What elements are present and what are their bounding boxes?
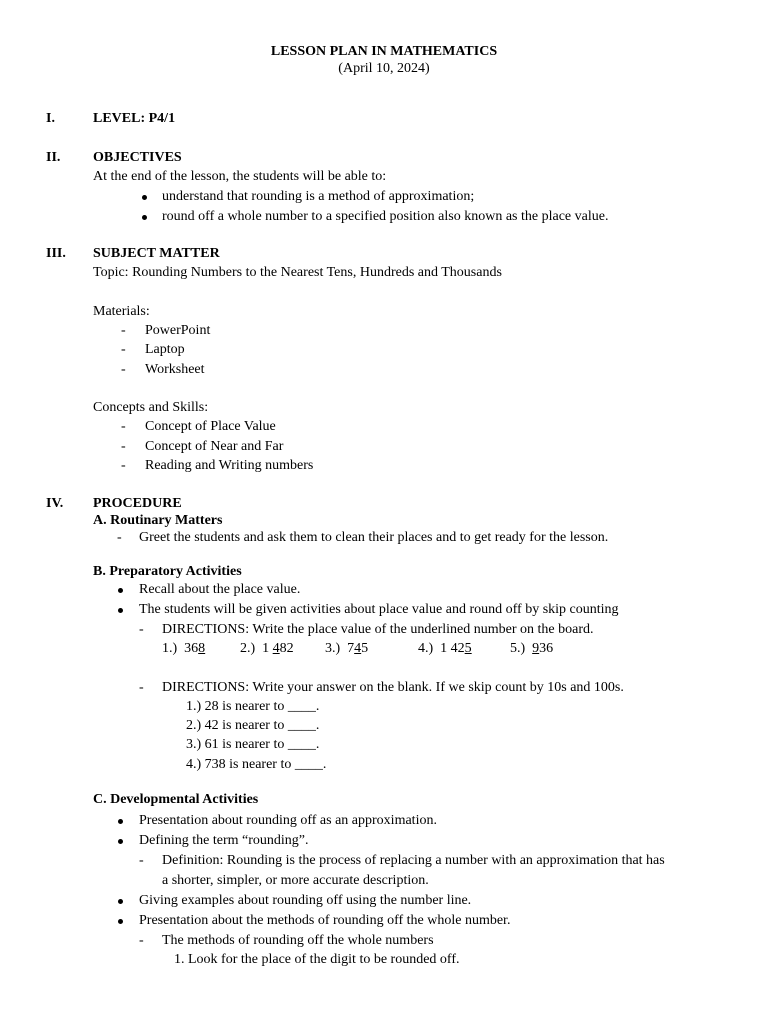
dash-icon: - — [121, 323, 126, 338]
document-date: (April 10, 2024) — [338, 61, 430, 76]
dash-icon: - — [121, 362, 126, 377]
bullet-icon — [142, 215, 147, 220]
place-value-item: 3.) 745 — [325, 641, 369, 656]
subheading-developmental: C. Developmental Activities — [93, 792, 259, 807]
skip-count-item: 4.) 738 is nearer to ____. — [186, 757, 327, 772]
place-value-item: 2.) 1 482 — [240, 641, 294, 656]
dash-icon: - — [121, 419, 126, 434]
developmental-item: Presentation about rounding off as an approximation. — [139, 813, 437, 828]
topic-line: Topic: Rounding Numbers to the Nearest Tens, Hundreds and Thousands — [93, 265, 502, 280]
section-heading-procedure: PROCEDURE — [93, 496, 182, 511]
routinary-item: Greet the students and ask them to clean their places and to get ready for the lesson. — [139, 530, 609, 545]
bullet-icon — [118, 588, 123, 593]
place-value-item: 5.) 936 — [510, 641, 554, 656]
section-heading-subject: SUBJECT MATTER — [93, 246, 220, 261]
developmental-item: Presentation about the methods of rounding off the whole number. — [139, 913, 511, 928]
materials-label: Materials: — [93, 304, 150, 319]
bullet-icon — [118, 608, 123, 613]
material-item: PowerPoint — [145, 323, 211, 338]
dash-icon: - — [121, 458, 126, 473]
dash-icon: - — [121, 342, 126, 357]
bullet-icon — [118, 899, 123, 904]
directions-skip-count: DIRECTIONS: Write your answer on the blank. If we skip count by 10s and 100s. — [162, 680, 624, 695]
dash-icon: - — [117, 530, 122, 545]
document-title: LESSON PLAN IN MATHEMATICS — [270, 44, 498, 59]
place-value-item: 4.) 1 425 — [418, 641, 472, 656]
bullet-icon — [118, 819, 123, 824]
bullet-icon — [142, 195, 147, 200]
skip-count-item: 2.) 42 is nearer to ____. — [186, 718, 320, 733]
dash-icon: - — [139, 853, 144, 868]
definition-line: a shorter, simpler, or more accurate description. — [162, 873, 429, 888]
dash-icon: - — [139, 622, 144, 637]
dash-icon: - — [139, 680, 144, 695]
bullet-icon — [118, 919, 123, 924]
objective-item: understand that rounding is a method of approximation; — [162, 189, 475, 204]
dash-icon: - — [139, 933, 144, 948]
place-value-item: 1.) 368 — [162, 641, 206, 656]
developmental-item: Defining the term “rounding”. — [139, 833, 309, 848]
dash-icon: - — [121, 439, 126, 454]
concept-item: Reading and Writing numbers — [145, 458, 314, 473]
subheading-preparatory: B. Preparatory Activities — [93, 564, 242, 579]
section-numeral-procedure: IV. — [46, 496, 64, 511]
directions-place-value: DIRECTIONS: Write the place value of the underlined number on the board. — [162, 622, 594, 637]
section-numeral-level: I. — [46, 111, 55, 126]
section-numeral-subject: III. — [46, 246, 66, 261]
preparatory-item: The students will be given activities about place value and round off by skip counting — [139, 602, 619, 617]
subheading-routinary: A. Routinary Matters — [93, 513, 223, 528]
bullet-icon — [118, 839, 123, 844]
developmental-item: Giving examples about rounding off using the number line. — [139, 893, 472, 908]
concept-item: Concept of Near and Far — [145, 439, 284, 454]
concepts-label: Concepts and Skills: — [93, 400, 209, 415]
preparatory-item: Recall about the place value. — [139, 582, 301, 597]
section-numeral-objectives: II. — [46, 150, 61, 165]
material-item: Worksheet — [145, 362, 205, 377]
methods-heading: The methods of rounding off the whole numbers — [162, 933, 434, 948]
skip-count-item: 3.) 61 is nearer to ____. — [186, 737, 320, 752]
concept-item: Concept of Place Value — [145, 419, 276, 434]
skip-count-item: 1.) 28 is nearer to ____. — [186, 699, 320, 714]
method-step: 1. Look for the place of the digit to be rounded off. — [174, 952, 460, 967]
material-item: Laptop — [145, 342, 185, 357]
objectives-intro: At the end of the lesson, the students will be able to: — [93, 169, 387, 184]
definition-line: Definition: Rounding is the process of replacing a number with an approximation that has — [162, 853, 665, 868]
section-heading-level: LEVEL: P4/1 — [93, 111, 176, 126]
objective-item: round off a whole number to a specified position also known as the place value. — [162, 209, 609, 224]
section-heading-objectives: OBJECTIVES — [93, 150, 182, 165]
